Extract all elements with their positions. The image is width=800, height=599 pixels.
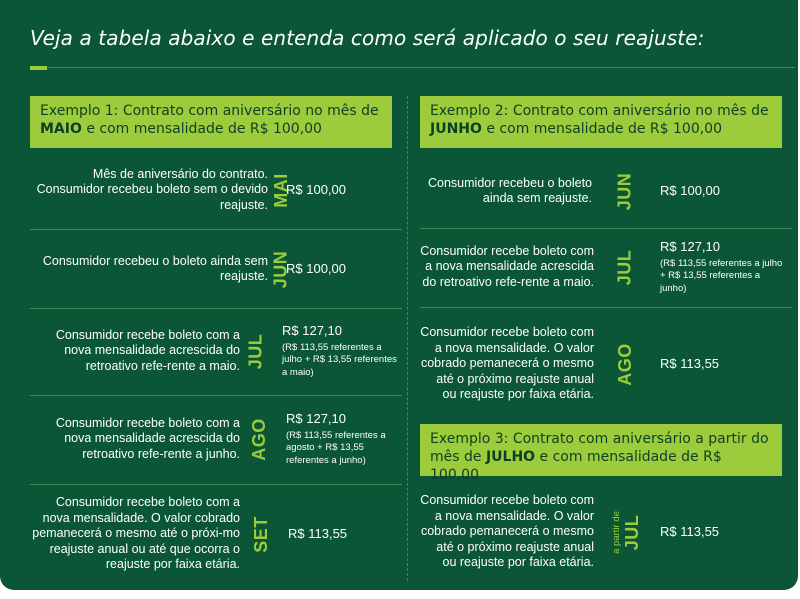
example3-row [420, 486, 792, 578]
month-label: JUL [245, 333, 266, 369]
row-divider [30, 308, 402, 309]
row-description: Consumidor recebe boleto com a nova mensalidade. O valor cobrado pemanecerá o mesmo até o próximo reajuste anual ou reajuste por faixa etária. [420, 493, 594, 570]
example1-row-5 [30, 492, 402, 576]
example2-heading [420, 96, 782, 148]
month-label: JUN [270, 250, 291, 288]
month-label [606, 486, 646, 578]
example2-row-1 [420, 160, 790, 222]
example3-heading [420, 424, 782, 483]
example2-row-3 [420, 316, 792, 412]
row-description: Consumidor recebeu o boleto ainda sem reajuste. [428, 175, 592, 205]
example1-row-4 [30, 402, 402, 476]
row-description: Consumidor recebe boleto com a nova mensalidade acrescida do retroativo refe-rente a maio. [420, 243, 594, 289]
example1-heading-text: Exemplo 1: Contrato com aniversário no mês de [40, 103, 379, 119]
example2-heading-text: Exemplo 2: Contrato com aniversário no mês de [430, 103, 769, 119]
row-value: R$ 127,10 (R$ 113,55 referentes a julho + R$ 13,55 referentes a maio) [282, 322, 397, 378]
month-label: AGO [248, 417, 269, 461]
example1-heading-month: MAIO [40, 121, 82, 137]
row-divider [420, 307, 792, 308]
title-divider [47, 67, 795, 68]
example3-heading-month: JULHO [485, 449, 536, 465]
example1-heading [30, 96, 392, 148]
row-value: R$ 100,00 [286, 261, 346, 276]
row-divider [30, 229, 402, 230]
row-description: Mês de aniversário do contrato. Consumidor recebeu boleto sem o devido reajuste. [36, 166, 268, 212]
row-value: R$ 113,55 [660, 356, 720, 371]
month-name: JUL [621, 514, 642, 550]
title-accent-bar [30, 66, 47, 70]
page-title: Veja a tabela abaixo e entenda como será aplicado o seu reajuste: [30, 26, 705, 50]
example1-row-3 [30, 314, 402, 388]
row-value: R$ 127,10 (R$ 113,55 referentes a julho + R$ 13,55 referentes a junho) [660, 238, 783, 294]
row-value: R$ 100,00 [660, 183, 720, 198]
example3-heading-suffix: e com mensalidade de R$ 100,00 [430, 449, 722, 483]
row-divider [30, 395, 402, 396]
row-value: R$ 100,00 [286, 182, 346, 197]
example1-row-2 [30, 237, 400, 301]
row-description: Consumidor recebe boleto com a nova mensalidade. O valor cobrado pemanecerá o mesmo até o próxi-mo reajuste anual ou até que ocorra o reajuste por faixa etária. [32, 495, 240, 572]
row-divider [420, 228, 792, 229]
month-label: AGO [614, 342, 635, 386]
row-description: Consumidor recebeu o boleto ainda sem reajuste. [42, 253, 268, 283]
row-description: Consumidor recebe boleto com a nova mensalidade acrescida do retroativo refe-rente a maio. [55, 327, 240, 373]
month-label: SET [250, 515, 271, 553]
month-label: JUN [614, 172, 635, 210]
example2-row-2 [420, 234, 792, 300]
example2-heading-suffix: e com mensalidade de R$ 100,00 [481, 121, 722, 137]
row-value: R$ 113,55 [660, 524, 720, 539]
row-description: Consumidor recebe boleto com a nova mensalidade acrescida do retroativo refe-rente a junho. [55, 415, 240, 461]
row-value: R$ 113,55 [288, 526, 348, 541]
row-divider [30, 484, 402, 485]
month-prefix: a partir de [610, 510, 622, 554]
example3-heading-text: Exemplo 3: Contrato com aniversário a partir do mês de [430, 431, 769, 465]
month-label: MAI [270, 172, 291, 208]
example1-row-1 [30, 160, 400, 220]
row-description: Consumidor recebe boleto com a nova mensalidade. O valor cobrado pemanecerá o mesmo até o próximo reajuste anual ou reajuste por faixa etária. [420, 325, 594, 402]
column-divider [407, 96, 408, 581]
month-label: JUL [614, 249, 635, 285]
example2-heading-month: JUNHO [430, 121, 482, 137]
example1-heading-suffix: e com mensalidade de R$ 100,00 [81, 121, 322, 137]
row-value: R$ 127,10 (R$ 113,55 referentes a agosto + R$ 13,55 referentes a junho) [286, 410, 386, 466]
